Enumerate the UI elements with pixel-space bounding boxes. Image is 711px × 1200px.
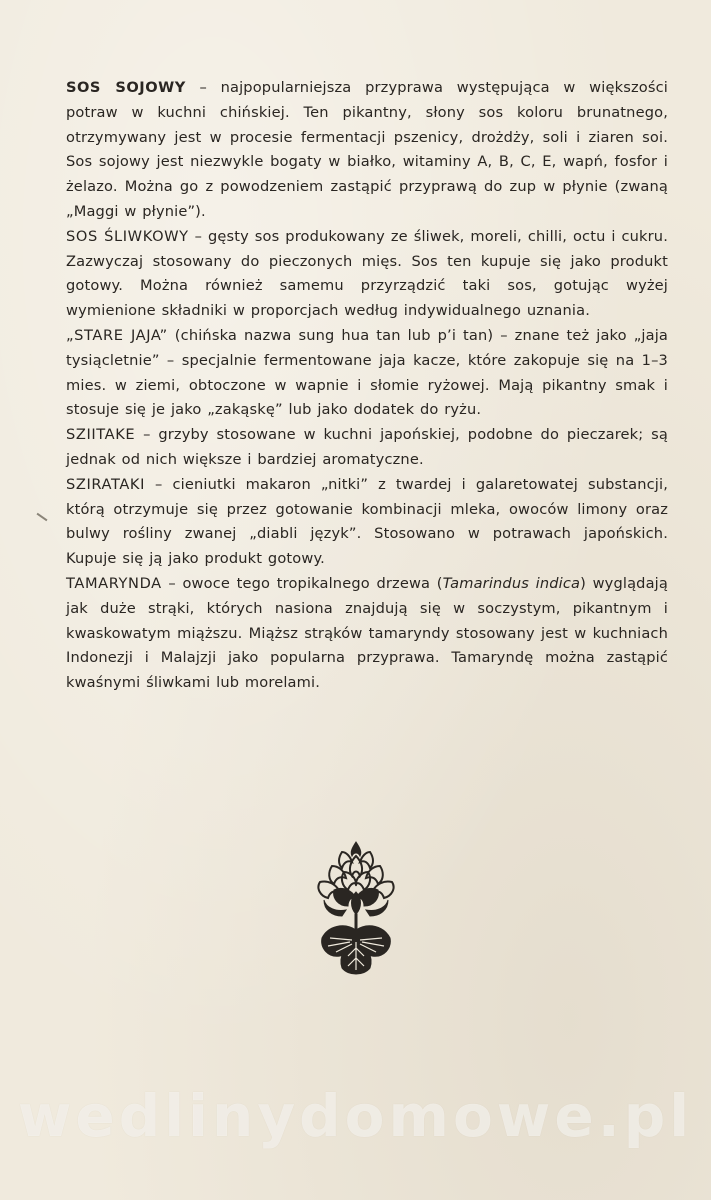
entry-sos-sojowy (66, 76, 668, 225)
watermark: wedlinydomowe.pl (17, 1082, 694, 1150)
entry-term: „STARE JAJA” (66, 326, 168, 344)
entry-sos-sliwkowy (66, 225, 668, 324)
entry-definition: – najpopularniejsza przyprawa występująca w większości potraw w kuchni chińskiej. Ten pikantny, słony sos koloru brunatnego, otrzymywany jest w procesie fermentacji pszenicy, drożdży, soli i ziaren soi. Sos sojowy jest niezwykle bogaty w białko, witaminy A, B, C, E, wapń, fosfor i żelazo. Można go z powodzeniem zastąpić przyprawą do zup w płynie (zwaną „Maggi w płynie”). (66, 79, 668, 220)
entry-term: SOS SOJOWY (66, 79, 186, 96)
entry-definition: – gęsty sos produkowany ze śliwek, moreli, chilli, octu i cukru. Zazwyczaj stosowany do pieczonych mięs. Sos ten kupuje się jako produkt gotowy. Można również samemu przyrządzić taki sos, gotując wyżej wymienione składniki w proporcjach według indywidualnego uznania. (66, 227, 668, 320)
entry-definition-start: – owoce tego tropikalnego drzewa ( (161, 574, 443, 592)
entry-sziitake (66, 423, 668, 473)
entry-term: SZIRATAKI (66, 475, 146, 493)
glossary-text (66, 76, 668, 696)
latin-name: Tamarindus indica (442, 574, 581, 592)
entry-definition: (chińska nazwa sung hua tan lub p’i tan) – znane też jako „jaja tysiącletnie” – specjalnie fermentowane jaja kacze, które zakopuje się na 1–3 mies. w ziemi, obtoczone w wapnie i słomie ryżowej. Mają pikantny smak i stosuje się je jako „zakąskę” lub jako dodatek do ryżu. (66, 326, 669, 419)
entry-tamarynda (66, 572, 668, 696)
entry-definition-end: ) wyglądają jak duże strąki, których nasiona znajdują się w soczystym, pikantnym i kwaskowatym miąższu. Miąższ strąków tamaryndy stosowany jest w kuchniach Indonezji i Malajzji jako popularna przyprawa. Tamaryndę można zastąpić kwaśnymi śliwkami lub morelami. (66, 574, 668, 692)
margin-mark (37, 513, 48, 522)
entry-term: SOS ŚLIWKOWY (66, 227, 189, 245)
entry-definition: – grzyby stosowane w kuchni japońskiej, podobne do pieczarek; są jednak od nich większe i bardziej aromatyczne. (66, 426, 668, 468)
entry-term: TAMARYNDA (66, 574, 162, 592)
entry-term: SZIITAKE (66, 426, 136, 444)
entry-stare-jaja (66, 324, 668, 423)
entry-definition: – cieniutki makaron „nitki” z twardej i galaretowatej substancji, którą otrzymuje się przez gotowanie kombinacji mleka, owoców limony oraz bulwy rośliny zwanej „diabli język”. Stosowano w potrawach japońskich. Kupuje się ją jako produkt gotowy. (66, 475, 668, 568)
entry-szirataki (66, 473, 668, 572)
lotus-flower-ornament-icon (306, 838, 406, 980)
